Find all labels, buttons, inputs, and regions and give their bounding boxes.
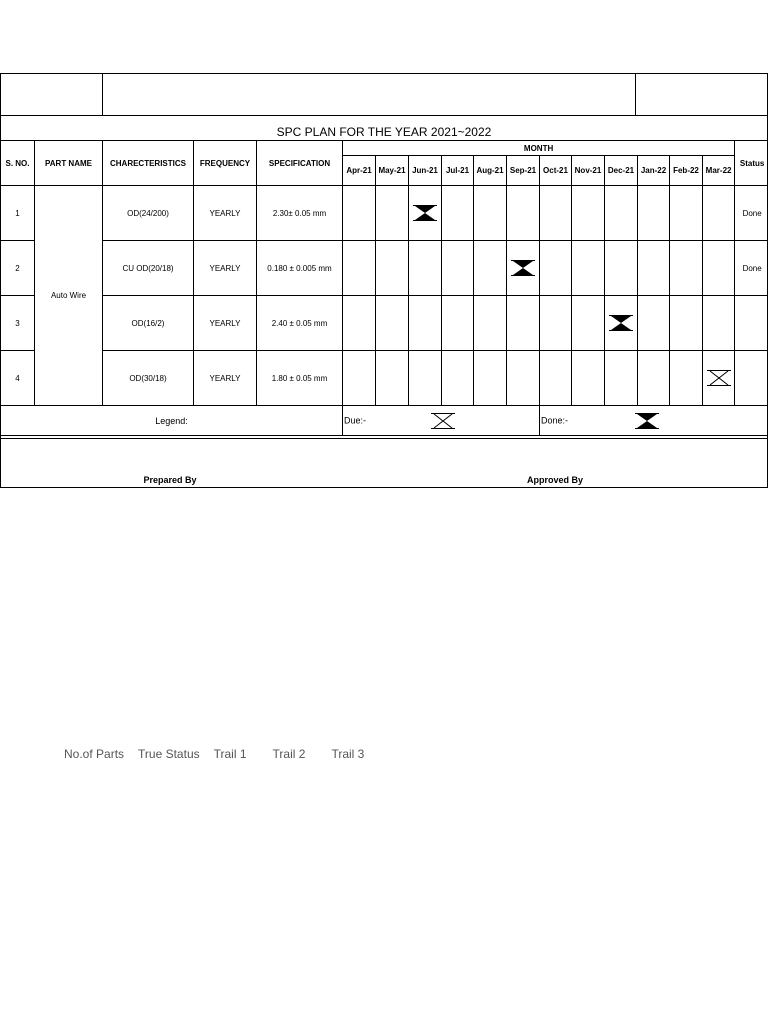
prepared-by-label: Prepared By [143, 475, 197, 485]
month-cell-nov-21 [572, 186, 605, 241]
bottom-column-labels [64, 747, 390, 761]
month-cell-mar-22 [703, 186, 735, 241]
month-cell-jul-21 [442, 186, 474, 241]
month-header-dec-21: Dec-21 [605, 156, 638, 186]
month-cell-may-21 [376, 186, 409, 241]
month-header-sep-21: Sep-21 [507, 156, 540, 186]
bottom-label: No.of Parts [64, 747, 125, 761]
legend-due [343, 406, 540, 436]
month-cell-apr-21 [343, 296, 376, 351]
plan-title: SPC PLAN FOR THE YEAR 2021~2022 [276, 125, 492, 139]
legend-done-label: Done:- [541, 414, 569, 425]
month-cell-dec-21 [605, 241, 638, 296]
col-header-part-name: PART NAME [35, 141, 103, 186]
month-cell-sep-21 [507, 296, 540, 351]
col-header-month: MONTH [343, 141, 735, 156]
month-cell-nov-21 [572, 351, 605, 406]
row-frequency: YEARLY [194, 241, 257, 296]
month-cell-oct-21 [540, 296, 572, 351]
done-hourglass-icon [635, 413, 659, 429]
month-cell-oct-21 [540, 351, 572, 406]
row-specification: 2.40 ± 0.05 mm [257, 296, 343, 351]
month-header-apr-21: Apr-21 [343, 156, 376, 186]
bottom-label: True Status [138, 747, 200, 761]
row-status: Done [735, 186, 768, 241]
month-cell-feb-22 [670, 241, 703, 296]
legend-label: Legend: [1, 406, 343, 436]
month-cell-aug-21 [474, 241, 507, 296]
row-s-no: 2 [1, 241, 35, 296]
month-cell-jan-22 [638, 296, 670, 351]
month-cell-jun-21 [409, 351, 442, 406]
month-header-may-21: May-21 [376, 156, 409, 186]
table-row [1, 351, 768, 406]
month-cell-jun-21 [409, 186, 442, 241]
month-cell-jan-22 [638, 241, 670, 296]
header-divider [0, 115, 768, 116]
month-cell-nov-21 [572, 296, 605, 351]
month-cell-jun-21 [409, 296, 442, 351]
month-header-nov-21: Nov-21 [572, 156, 605, 186]
month-cell-jan-22 [638, 351, 670, 406]
month-header-oct-21: Oct-21 [540, 156, 572, 186]
month-cell-mar-22 [703, 296, 735, 351]
row-frequency: YEARLY [194, 296, 257, 351]
bottom-label: Trail 1 [213, 747, 247, 761]
row-characteristics: OD(24/200) [103, 186, 194, 241]
month-cell-aug-21 [474, 351, 507, 406]
col-header-characteristics: CHARECTERISTICS [103, 141, 194, 186]
month-cell-aug-21 [474, 296, 507, 351]
month-cell-nov-21 [572, 241, 605, 296]
month-cell-jan-22 [638, 186, 670, 241]
approved-by-label: Approved By [526, 475, 583, 485]
month-cell-jun-21 [409, 241, 442, 296]
row-status [735, 351, 768, 406]
month-cell-mar-22 [703, 351, 735, 406]
row-s-no: 4 [1, 351, 35, 406]
month-cell-sep-21 [507, 351, 540, 406]
month-cell-dec-21 [605, 351, 638, 406]
month-cell-feb-22 [670, 186, 703, 241]
month-cell-may-21 [376, 241, 409, 296]
month-cell-jul-21 [442, 241, 474, 296]
row-status: Done [735, 241, 768, 296]
table-row [1, 296, 768, 351]
done-hourglass-icon [511, 260, 535, 276]
row-s-no: 3 [1, 296, 35, 351]
row-specification: 1.80 ± 0.05 mm [257, 351, 343, 406]
month-cell-sep-21 [507, 186, 540, 241]
month-cell-apr-21 [343, 186, 376, 241]
part-name-cell: Auto Wire [35, 186, 103, 406]
col-header-s-no: S. NO. [1, 141, 35, 186]
row-specification: 0.180 ± 0.005 mm [257, 241, 343, 296]
month-cell-feb-22 [670, 351, 703, 406]
month-cell-oct-21 [540, 186, 572, 241]
month-cell-sep-21 [507, 241, 540, 296]
month-cell-oct-21 [540, 241, 572, 296]
month-header-jan-22: Jan-22 [638, 156, 670, 186]
col-header-status: Status [735, 141, 768, 186]
bottom-label: Trail 3 [331, 747, 365, 761]
month-cell-mar-22 [703, 241, 735, 296]
done-hourglass-icon [609, 315, 633, 331]
row-frequency: YEARLY [194, 186, 257, 241]
month-cell-jul-21 [442, 296, 474, 351]
month-cell-jul-21 [442, 351, 474, 406]
table-row [1, 186, 768, 241]
month-cell-dec-21 [605, 296, 638, 351]
month-cell-may-21 [376, 351, 409, 406]
col-header-specification: SPECIFICATION [257, 141, 343, 186]
month-header-jul-21: Jul-21 [442, 156, 474, 186]
month-header-jun-21: Jun-21 [409, 156, 442, 186]
row-characteristics: OD(16/2) [103, 296, 194, 351]
legend-due-label: Due:- [344, 414, 367, 425]
month-cell-apr-21 [343, 241, 376, 296]
row-frequency: YEARLY [194, 351, 257, 406]
bottom-label: Trail 2 [272, 747, 306, 761]
header-title-box [102, 73, 636, 115]
month-cell-feb-22 [670, 296, 703, 351]
row-status [735, 296, 768, 351]
done-hourglass-icon [413, 205, 437, 221]
row-s-no: 1 [1, 186, 35, 241]
table-row [1, 241, 768, 296]
footer-divider [0, 438, 768, 439]
row-characteristics: OD(30/18) [103, 351, 194, 406]
month-header-feb-22: Feb-22 [670, 156, 703, 186]
due-hourglass-icon [707, 370, 731, 386]
month-cell-aug-21 [474, 186, 507, 241]
col-header-frequency: FREQUENCY [194, 141, 257, 186]
month-header-mar-22: Mar-22 [703, 156, 735, 186]
legend-done [540, 406, 768, 436]
spc-plan-table [0, 140, 768, 436]
row-characteristics: CU OD(20/18) [103, 241, 194, 296]
month-header-aug-21: Aug-21 [474, 156, 507, 186]
month-cell-apr-21 [343, 351, 376, 406]
row-specification: 2.30± 0.05 mm [257, 186, 343, 241]
due-hourglass-icon [431, 413, 455, 429]
month-cell-may-21 [376, 296, 409, 351]
month-cell-dec-21 [605, 186, 638, 241]
